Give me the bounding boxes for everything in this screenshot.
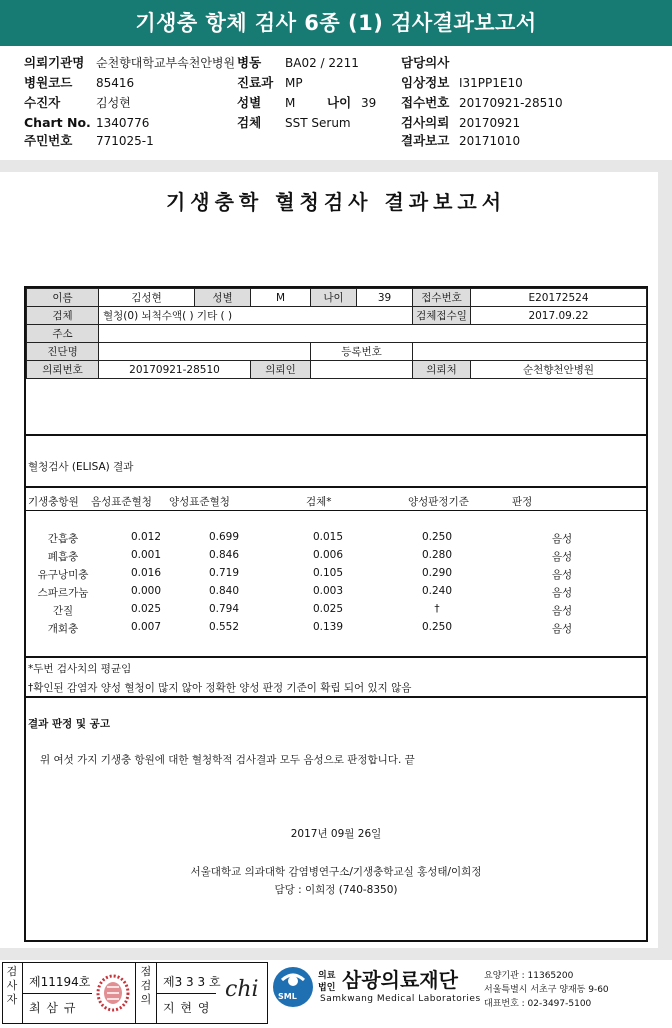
doctor-label: 담당의사 [401,55,450,70]
chart-no-label: Chart No. [24,115,91,130]
org-english: Samkwang Medical Laboratories [320,994,481,1004]
section-divider [26,434,646,436]
positive-cell: 0.699 [208,531,240,543]
sex-label: 성별 [237,95,262,110]
sample-cell: 0.003 [312,585,344,597]
address-value [99,325,647,343]
age-value-cell: 39 [357,289,413,307]
report-title-bar: 기생충 항체 검사 6종 (1) 검사결과보고서 [0,0,672,46]
footnote-average: *두번 검사치의 평균임 [28,663,132,675]
specimen-value: SST Serum [285,116,351,130]
col-antigen: 기생충항원 [28,496,79,508]
sample-cell: 0.025 [312,603,344,615]
divider [22,993,92,994]
sex-value-cell: M [251,289,311,307]
signature-line: 서울대학교 의과대학 감염병연구소/기생충학교실 홍성태/이희정 [190,866,482,878]
reviewer-label: 점검의 [140,965,152,1006]
result-cell: 음성 [551,623,573,635]
result-cell: 음성 [551,605,573,617]
request-date-value: 20170921 [459,116,521,130]
age-label-cell: 나이 [311,289,357,307]
receipt-label-cell: 접수번호 [413,289,471,307]
receipt-value-cell: E20172524 [471,289,647,307]
positive-cell: 0.552 [208,621,240,633]
reviewer-id: 제3 3 3 호 [163,975,221,989]
department-label: 진료과 [237,75,274,90]
clinical-info-value: I31PP1E10 [459,76,523,90]
antigen-cell: 간질 [52,605,74,617]
patient-value: 김성현 [96,96,131,110]
page-margin-right [658,172,672,948]
examiner-id: 제11194호 [29,975,91,989]
positive-cell: 0.719 [208,567,240,579]
age-value: 39 [361,96,377,110]
antigen-cell: 폐흡충 [47,551,79,563]
elisa-title: 혈청검사 (ELISA) 결과 [28,461,134,473]
code-line: 요양기관 : 11365200 [484,971,574,981]
receipt-no-label: 접수번호 [401,95,450,110]
institution-value: 순천향대학교부속천안병원 [96,56,236,70]
table-row [27,307,647,325]
specimen-label-cell: 검체 [27,307,99,325]
table-row [27,343,647,361]
section-divider [26,656,646,658]
request-no-label: 의뢰번호 [27,361,99,379]
negative-cell: 0.000 [130,585,162,597]
cutoff-cell: † [434,603,440,615]
registration-value [413,343,647,361]
phone-line: 대표번호 : 02-3497-5100 [484,999,592,1009]
positive-cell: 0.846 [208,549,240,561]
result-cell: 음성 [551,569,573,581]
result-cell: 음성 [551,551,573,563]
reviewer-name: 지 현 영 [163,1001,211,1015]
page-gap-bottom [0,948,672,960]
ward-label: 병동 [237,55,262,70]
name-value: 김성현 [99,289,195,307]
col-negative: 음성표준혈청 [91,496,152,508]
cutoff-cell: 0.250 [421,621,453,633]
page-gap [0,160,672,172]
antigen-cell: 유구낭미충 [37,569,89,581]
org-prefix-top: 의료 [318,971,336,981]
report-date-label: 결과보고 [401,133,450,148]
sex-value: M [285,96,296,110]
address-label: 주소 [27,325,99,343]
diagnosis-value [99,343,311,361]
examiner-name: 최 삼 규 [29,1001,77,1015]
sample-cell: 0.015 [312,531,344,543]
specimen-label: 검체 [237,115,262,130]
hospital-code-value: 85416 [96,76,135,90]
sample-cell: 0.105 [312,567,344,579]
header-divider [26,510,646,511]
diagnosis-label: 진단명 [27,343,99,361]
negative-cell: 0.007 [130,621,162,633]
result-cell: 음성 [551,533,573,545]
cutoff-cell: 0.280 [421,549,453,561]
antigen-cell: 스파르가눔 [37,587,89,599]
footnote-dagger: †확인된 감염자 양성 혈청이 많지 않아 정확한 양성 판정 기준이 확립 되어 있지 않음 [28,682,412,694]
col-sample: 검체* [306,496,332,508]
divider [135,963,136,1023]
org-prefix-bottom: 법인 [318,983,336,993]
section-divider [26,486,646,488]
ward-value: BA02 / 2211 [285,56,359,70]
table-row [27,289,647,307]
request-place-value: 순천향천안병원 [471,361,647,379]
document-title: 기생충학 혈청검사 결과보고서 [165,190,507,214]
patient-info-table [26,288,647,379]
antigen-cell: 간흡충 [47,533,79,545]
negative-cell: 0.001 [130,549,162,561]
result-cell: 음성 [551,587,573,599]
patient-label: 수진자 [24,95,61,110]
registration-label: 등록번호 [311,343,413,361]
requester-value [311,361,413,379]
sex-label-cell: 성별 [195,289,251,307]
report-date-value: 20171010 [459,134,521,148]
report-date: 2017년 09월 26일 [290,828,382,840]
institution-label: 의뢰기관명 [24,55,85,70]
logo-text: SML [278,992,297,1001]
serology-report [24,286,648,942]
address-line: 서울특별시 서초구 양재동 9-60 [484,985,609,995]
footer [0,962,672,1028]
resident-no-value: 771025-1 [96,134,154,148]
col-cutoff: 양성판정기준 [408,496,469,508]
specimen-date-value: 2017.09.22 [471,307,647,325]
col-positive: 양성표준혈청 [169,496,230,508]
col-result: 판정 [512,496,533,508]
negative-cell: 0.016 [130,567,162,579]
samkwang-logo-icon [272,966,314,1012]
cutoff-cell: 0.240 [421,585,453,597]
negative-cell: 0.012 [130,531,162,543]
specimen-value-cell: 혈청(0) 뇌척수액( ) 기타 ( ) [99,307,413,325]
sample-cell: 0.139 [312,621,344,633]
signature-box [2,962,268,1024]
requester-label: 의뢰인 [251,361,311,379]
divider [156,993,216,994]
request-date-label: 검사의뢰 [401,115,450,130]
cutoff-cell: 0.290 [421,567,453,579]
request-no-value: 20170921-28510 [99,361,251,379]
table-row [27,325,647,343]
conclusion-text: 위 여섯 가지 기생충 항원에 대한 혈청학적 검사결과 모두 음성으로 판정합니다. 끝 [40,754,415,766]
hospital-code-label: 병원코드 [24,75,73,90]
sample-cell: 0.006 [312,549,344,561]
examiner-seal-icon [95,973,131,1016]
positive-cell: 0.794 [208,603,240,615]
org-name: 삼광의료재단 [342,968,458,992]
receipt-no-value: 20170921-28510 [459,96,563,110]
request-place-label: 의뢰처 [413,361,471,379]
positive-cell: 0.840 [208,585,240,597]
chart-no-value: 1340776 [96,116,150,130]
clinical-info-label: 임상정보 [401,75,450,90]
cutoff-cell: 0.250 [421,531,453,543]
reviewer-signature: chi [225,977,259,1002]
department-value: MP [285,76,303,90]
negative-cell: 0.025 [130,603,162,615]
antigen-cell: 개회충 [47,623,79,635]
conclusion-title: 결과 판정 및 공고 [28,718,110,730]
name-label: 이름 [27,289,99,307]
specimen-date-label: 검체접수일 [413,307,471,325]
examiner-label: 검사자 [6,965,18,1006]
table-row [27,361,647,379]
contact-line: 담당 : 이희정 (740-8350) [274,884,398,896]
age-label: 나이 [327,95,352,110]
section-divider [26,696,646,698]
resident-no-label: 주민번호 [24,133,73,148]
